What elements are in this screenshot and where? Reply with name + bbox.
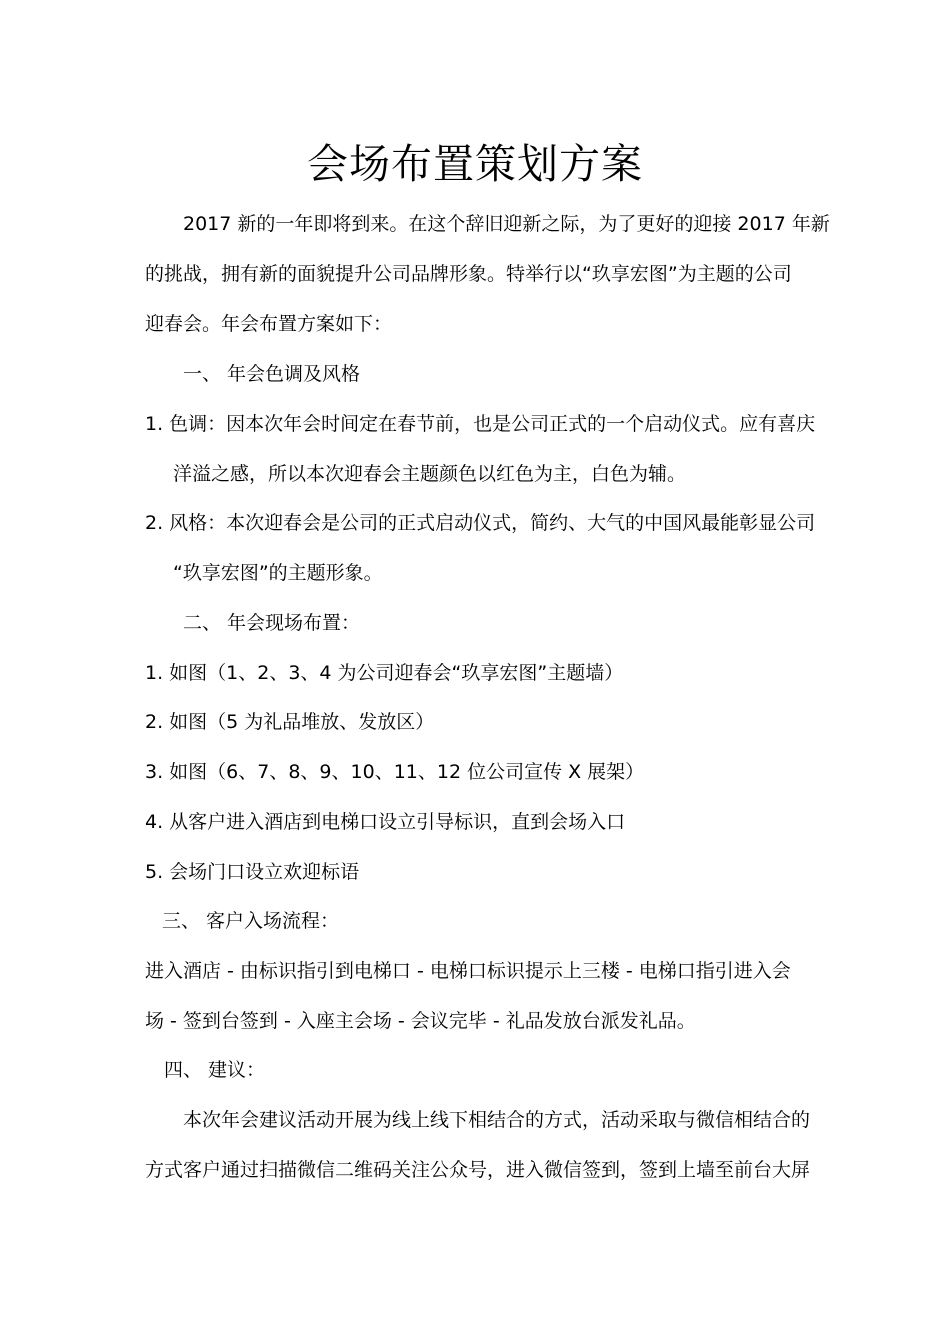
- section-heading: 二、 年会现场布置：: [183, 612, 361, 634]
- list-item-continuation: 洋溢之感，所以本次迎春会主题颜色以红色为主，白色为辅。: [173, 463, 687, 485]
- document-title: 会场布置策划方案: [307, 140, 643, 188]
- section-heading: 三、 客户入场流程：: [162, 910, 340, 932]
- list-item: 2. 如图（5 为礼品堆放、发放区）: [145, 711, 435, 733]
- paragraph-line: 2017 新的一年即将到来。在这个辞旧迎新之际，为了更好的迎接 2017 年新: [183, 213, 830, 235]
- section-heading: 四、 建议：: [164, 1059, 266, 1081]
- paragraph-line: 方式客户通过扫描微信二维码关注公众号，进入微信签到，签到上墙至前台大屏: [145, 1159, 811, 1181]
- list-item: 1. 色调：因本次年会时间定在春节前，也是公司正式的一个启动仪式。应有喜庆: [145, 413, 816, 435]
- paragraph-line: 场 - 签到台签到 - 入座主会场 - 会议完毕 - 礼品发放台派发礼品。: [145, 1010, 696, 1032]
- list-item: 3. 如图（6、7、8、9、10、11、12 位公司宣传 X 展架）: [145, 761, 645, 783]
- paragraph-line: 的挑战，拥有新的面貌提升公司品牌形象。特举行以“玖享宏图”为主题的公司: [145, 263, 792, 285]
- section-heading: 一、 年会色调及风格: [183, 363, 361, 385]
- paragraph-line: 进入酒店 - 由标识指引到电梯口 - 电梯口标识提示上三楼 - 电梯口指引进入会: [145, 960, 791, 982]
- list-item: 2. 风格：本次迎春会是公司的正式启动仪式，简约、大气的中国风最能彰显公司: [145, 512, 816, 534]
- list-item: 5. 会场门口设立欢迎标语: [145, 861, 360, 883]
- list-item: 1. 如图（1、2、3、4 为公司迎春会“玖享宏图”主题墙）: [145, 662, 624, 684]
- paragraph-line: 迎春会。年会布置方案如下：: [145, 313, 393, 335]
- paragraph-line: 本次年会建议活动开展为线上线下相结合的方式，活动采取与微信相结合的: [183, 1109, 811, 1131]
- list-item: 4. 从客户进入酒店到电梯口设立引导标识，直到会场入口: [145, 811, 626, 833]
- list-item-continuation: “玖享宏图”的主题形象。: [173, 562, 383, 584]
